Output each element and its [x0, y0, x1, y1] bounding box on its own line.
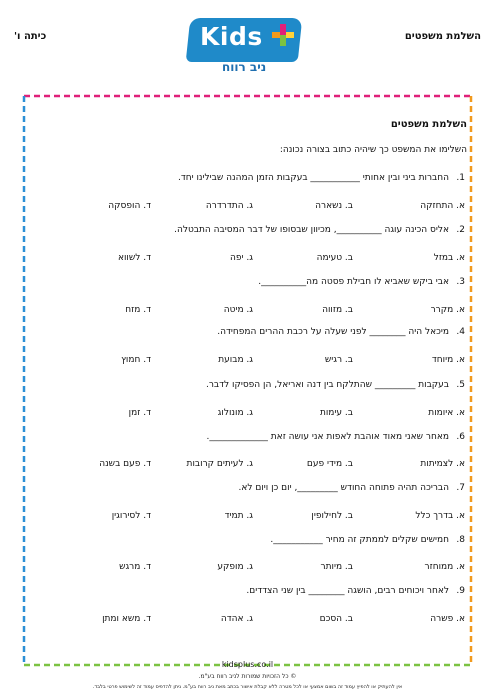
logo-subtitle: ניב רווח [222, 60, 267, 74]
option-c[interactable]: ג. תמיד [224, 511, 253, 521]
question-9 [30, 587, 467, 599]
option-b[interactable]: ב. עימות [319, 408, 353, 418]
question-text: מאחר שאני מאוד אוהבת לאפות אני עושה זאת _____________. [206, 432, 449, 442]
option-b[interactable]: ב. מזווה [322, 305, 353, 315]
option-b[interactable]: ב. מיותר [320, 562, 353, 572]
option-c[interactable]: ג. מבועת [218, 355, 253, 365]
question-3 [30, 278, 467, 290]
option-d[interactable]: ד. הופסקה [108, 201, 151, 211]
option-a[interactable]: א. מקרר [430, 305, 465, 315]
question-text: אבי ביקש שאביא לו חבילת פסטה מה__________. [258, 277, 449, 287]
question-text: מיכאל היה ________ לפני שעלה על רכבת ההרים המפחידה. [217, 327, 449, 337]
question-2 [30, 226, 467, 238]
question-number: 9. [456, 586, 465, 596]
options-6 [30, 460, 467, 472]
question-number: 3. [456, 277, 465, 287]
option-b[interactable]: ב. רגיש [324, 355, 353, 365]
question-text: הבריכה תהיה פתוחה החודש _________, יום כן ויום לא. [238, 483, 449, 493]
question-number: 8. [456, 535, 465, 545]
options-7 [30, 512, 467, 524]
header-title: השלמת משפטים [404, 31, 481, 42]
options-9 [30, 615, 467, 627]
kids-plus-logo [188, 18, 300, 74]
option-d[interactable]: ד. לשווא [117, 253, 151, 263]
question-text: לאחר ויכוחים רבים, הושגה ________ בין שני הצדדים. [246, 586, 449, 596]
option-c[interactable]: ג. לעיתים קרובות [186, 459, 253, 469]
option-b[interactable]: ב. הסכם [319, 614, 353, 624]
option-a[interactable]: א. בדרך כלל [415, 511, 465, 521]
footer-site-link[interactable]: kidsplus.co.il [221, 660, 274, 669]
option-c[interactable]: ג. מופקע [217, 562, 253, 572]
option-a[interactable]: א. התחזקה [420, 201, 465, 211]
question-1 [30, 174, 467, 186]
question-text: אליס הכינה עוגה __________, מכיוון שבסופו של דבר המסיבה התבטלה. [174, 225, 449, 235]
option-b[interactable]: ב. מידי פעם [306, 459, 353, 469]
option-a[interactable]: א. במזל [433, 253, 465, 263]
option-d[interactable]: ד. לסירוגין [111, 511, 151, 521]
option-c[interactable]: ג. אהדה [220, 614, 253, 624]
option-d[interactable]: ד. משא ומתן [102, 614, 151, 624]
option-d[interactable]: ד. מרגש [119, 562, 151, 572]
worksheet-instruction: השלימו את המשפט כך שיהיה כתוב בצורה נכונה: [279, 145, 467, 155]
option-c[interactable]: ג. מיטה [223, 305, 253, 315]
footer-copyright: © כל הזכויות שמורות לניב רווח בע"מ. [198, 673, 297, 680]
question-7 [30, 484, 467, 496]
question-number: 1. [456, 173, 465, 183]
question-number: 4. [456, 327, 465, 337]
options-8 [30, 563, 467, 575]
question-5 [30, 381, 467, 393]
option-d[interactable]: ד. מזח [125, 305, 151, 315]
option-c[interactable]: ג. יפה [230, 253, 253, 263]
question-number: 7. [456, 483, 465, 493]
option-a[interactable]: א. פשרה [430, 614, 465, 624]
options-3 [30, 306, 467, 318]
options-1 [30, 202, 467, 214]
question-number: 6. [456, 432, 465, 442]
question-number: 5. [456, 380, 465, 390]
option-b[interactable]: ב. נשארה [315, 201, 353, 211]
question-number: 2. [456, 225, 465, 235]
option-d[interactable]: ד. זמן [128, 408, 151, 418]
option-c[interactable]: ג. התדרדרה [205, 201, 253, 211]
option-a[interactable]: א. איומות [428, 408, 465, 418]
question-text: בעקבות _________ שהתלקח בין דנה ואריאל, הן הפסיקו לדבר. [205, 380, 449, 390]
option-c[interactable]: ג. מונולוג [217, 408, 253, 418]
question-text: החברות ביני ובין אחותי ___________ בעקבות הזמן המהנה שבילינו יחד. [177, 173, 449, 183]
option-a[interactable]: א. ממוחזר [424, 562, 465, 572]
option-a[interactable]: א. לצמיתות [420, 459, 465, 469]
logo-brand: Kids [200, 22, 263, 51]
question-6 [30, 433, 467, 445]
header-grade: כיתה ו' [14, 31, 47, 42]
question-4 [30, 328, 467, 340]
options-4 [30, 356, 467, 368]
plus-icon [272, 24, 294, 46]
footer-note: אין להעתיק או להפיץ עמוד זה בשום אמצעי או לכל מטרה ללא קבלת אישור בכתב מאת ניב רווח בע"מ. ניתן להדפיס עמוד זה לשימוש פרטי בלבד. [92, 684, 403, 690]
option-b[interactable]: ב. לחילופין [311, 511, 353, 521]
option-d[interactable]: ד. פעם בשנה [99, 459, 151, 469]
options-2 [30, 254, 467, 266]
option-d[interactable]: ד. חמוץ [121, 355, 151, 365]
option-b[interactable]: ב. טעימה [316, 253, 353, 263]
option-a[interactable]: א. מיוחד [431, 355, 465, 365]
question-8 [30, 536, 467, 548]
options-5 [30, 409, 467, 421]
question-text: חמישים שקלים לממתק זה מחיר ___________. [270, 535, 449, 545]
worksheet-title: השלמת משפטים [390, 119, 467, 130]
